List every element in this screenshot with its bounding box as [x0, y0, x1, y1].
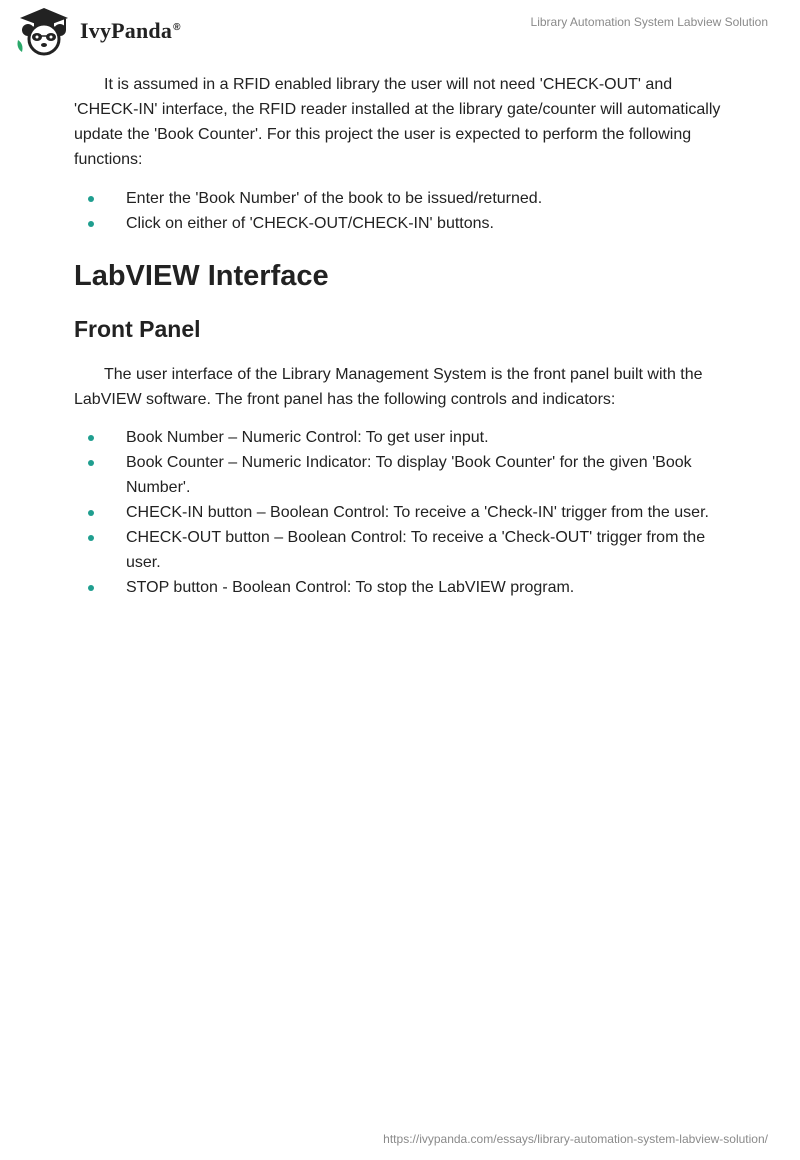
- bullet-icon: [88, 196, 94, 202]
- intro-paragraph: It is assumed in a RFID enabled library the user will not need 'CHECK-OUT' and 'CHECK-IN' interface, the RFID reader installed at the library gate/counter will automatically update the 'Book Counter'. For this project the user is expected to perform the following functions:: [74, 76, 721, 168]
- essay-content: [74, 72, 734, 600]
- brand-name: IvyPanda®: [80, 18, 181, 43]
- bullet-icon: [88, 460, 94, 466]
- source-url-link[interactable]: https://ivypanda.com/essays/library-automation-system-labview-solution/: [383, 1132, 768, 1146]
- list-item: CHECK-IN button – Boolean Control: To receive a 'Check-IN' trigger from the user.: [74, 500, 734, 525]
- bullet-icon: [88, 585, 94, 591]
- panda-graduate-icon: [14, 6, 74, 56]
- functions-list: [74, 186, 734, 236]
- bullet-icon: [88, 535, 94, 541]
- document-title: Library Automation System Labview Solution: [530, 15, 768, 29]
- ivypanda-logo[interactable]: [14, 6, 181, 56]
- list-item: Book Counter – Numeric Indicator: To display 'Book Counter' for the given 'Book Number'.: [74, 450, 734, 500]
- list-item: STOP button - Boolean Control: To stop the LabVIEW program.: [74, 575, 734, 600]
- list-item: Enter the 'Book Number' of the book to be issued/returned.: [74, 186, 734, 211]
- controls-list: [74, 425, 734, 600]
- subsection-heading: Front Panel: [74, 316, 201, 342]
- page-header: [0, 0, 800, 64]
- bullet-icon: [88, 510, 94, 516]
- list-item: Book Number – Numeric Control: To get user input.: [74, 425, 734, 450]
- bullet-icon: [88, 221, 94, 227]
- bullet-icon: [88, 435, 94, 441]
- list-item: Click on either of 'CHECK-OUT/CHECK-IN' buttons.: [74, 211, 734, 236]
- front-panel-paragraph: The user interface of the Library Management System is the front panel built with the LabVIEW software. The front panel has the following controls and indicators:: [74, 366, 703, 408]
- list-item: CHECK-OUT button – Boolean Control: To receive a 'Check-OUT' trigger from the user.: [74, 525, 734, 575]
- section-heading: LabVIEW Interface: [74, 260, 329, 292]
- registered-mark: ®: [173, 21, 181, 33]
